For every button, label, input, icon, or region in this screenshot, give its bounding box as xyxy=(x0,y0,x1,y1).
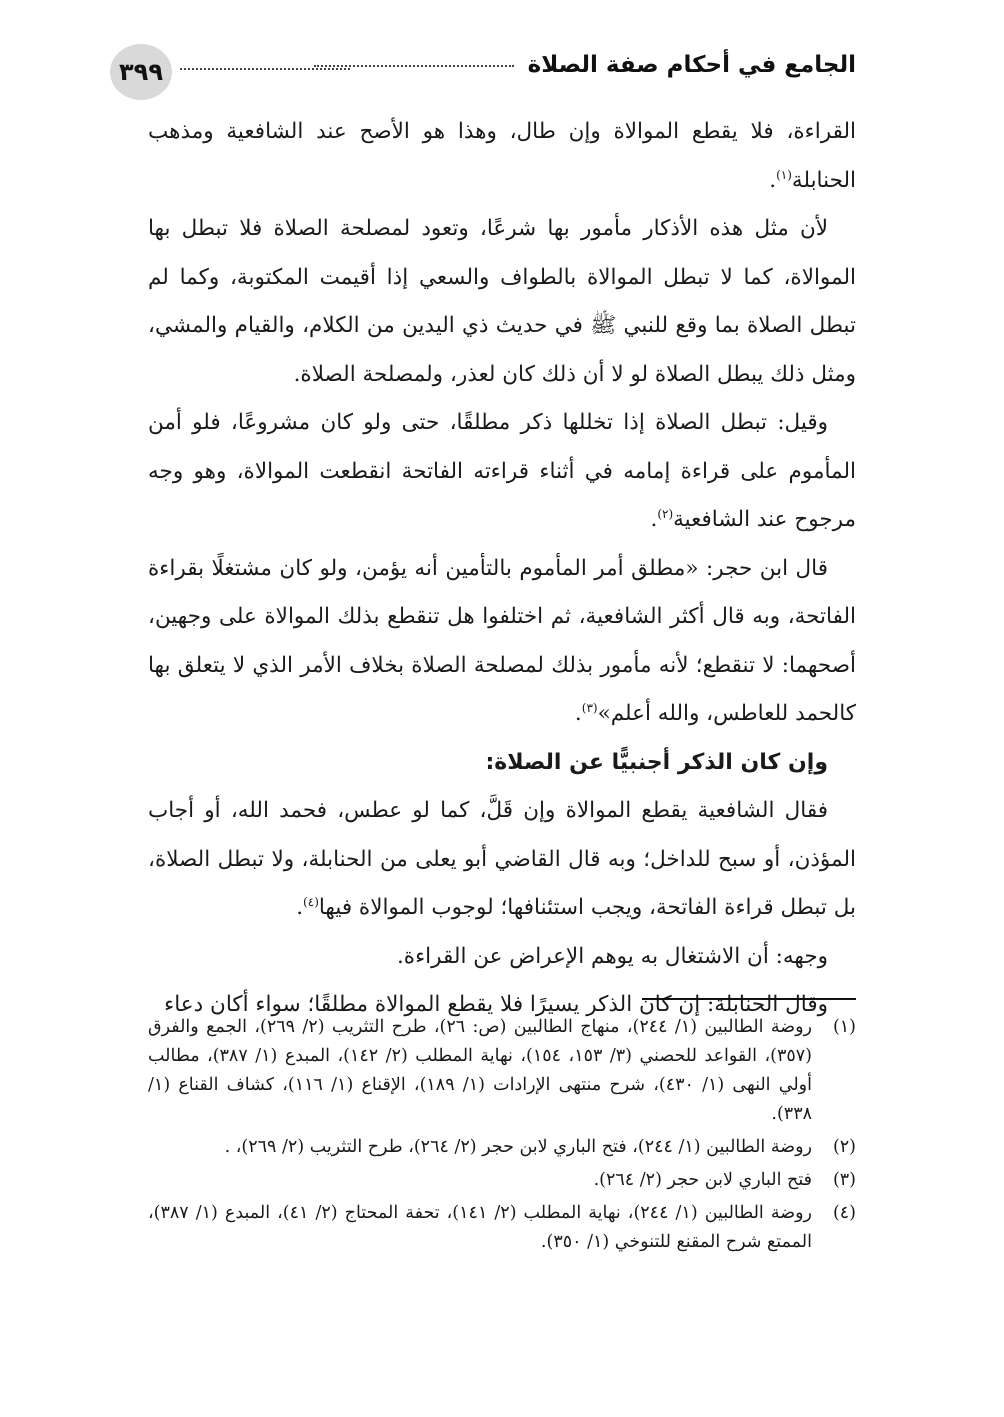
footnote-text: روضة الطالبين (١/ ٢٤٤)، منهاج الطالبين (ص: ٢٦)، طرح التثريب (٢/ ٢٦٩)، الجمع والفرق (٣٥٧)، القواعد للحصني (٣/ ١٥٣، ١٥٤)، نهاية المطلب (٢/ ١٤٢)، المبدع (١/ ٣٨٧)، مطالب أولي النهى (١/ ٤٣٠)، شرح منتهى الإرادات (١/ ١٨٩)، الإقناع (١/ ١١٦)، كشاف القناع (١/ ٣٣٨). xyxy=(148,1017,812,1124)
footnote-number: (٢) xyxy=(832,1137,856,1157)
paragraph: وجهه: أن الاشتغال به يوهم الإعراض عن القراءة. xyxy=(396,943,828,969)
footnote xyxy=(148,1013,856,1129)
header-dotted-rule-right xyxy=(314,65,514,67)
footnote xyxy=(148,1166,856,1195)
paragraph: وقيل: تبطل الصلاة إذا تخللها ذكر مطلقًا، حتى ولو كان مشروعًا، فلو أمن المأموم على قراءة إمامه في أثناء قراءته الفاتحة انقطعت الموالاة، وهو وجه مرجوح عند الشافعية$^{(٢)}$. xyxy=(148,410,856,532)
paragraph: القراءة، فلا يقطع الموالاة وإن طال، وهذا هو الأصح عند الشافعية ومذهب الحنابلة$^{(١)}$. xyxy=(148,119,856,193)
paragraph: لأن مثل هذه الأذكار مأمور بها شرعًا، وتعود لمصلحة الصلاة فلا تبطل بها الموالاة، كما لا تبطل الموالاة بالطواف والسعي إذا أقيمت المكتوبة، وكما لم تبطل الصلاة بما وقع للنبي ﷺ في حديث ذي اليدين من الكلام، والقيام والمشي، ومثل ذلك يبطل الصلاة لو لا أن ذلك كان لعذر، ولمصلحة الصلاة. xyxy=(148,216,856,387)
footnote-separator xyxy=(642,998,856,1000)
header-title: الجامع في أحكام صفة الصلاة xyxy=(314,52,856,78)
footnote-number: (٣) xyxy=(832,1170,856,1190)
running-header xyxy=(110,40,856,100)
footnote xyxy=(148,1133,856,1162)
footnote-text: روضة الطالبين (١/ ٢٤٤)، فتح الباري لابن حجر (٢/ ٢٦٤)، طرح التثريب (٢/ ٢٦٩)، . xyxy=(224,1137,812,1157)
footnote-text: فتح الباري لابن حجر (٢/ ٢٦٤). xyxy=(593,1170,812,1190)
footnotes xyxy=(148,1013,856,1261)
paragraph: فقال الشافعية يقطع الموالاة وإن قَلَّ، كما لو عطس، فحمد الله، أو أجاب المؤذن، أو سبح للداخل؛ وبه قال القاضي أبو يعلى من الحنابلة، ولا تبطل الصلاة، بل تبطل قراءة الفاتحة، ويجب استئنافها؛ لوجوب الموالاة فيها$^{(٤)}$. xyxy=(148,798,856,920)
footnote-text: روضة الطالبين (١/ ٢٤٤)، نهاية المطلب (٢/ ١٤١)، تحفة المحتاج (٢/ ٤١)، المبدع (١/ ٣٨٧)، الممتع شرح المقنع للتنوخي (١/ ٣٥٠). xyxy=(148,1203,812,1252)
section-heading: وإن كان الذكر أجنبيًّا عن الصلاة: xyxy=(485,749,828,775)
paragraph: وقال الحنابلة: إن كان الذكر يسيرًا فلا يقطع الموالاة مطلقًا؛ سواء أكان دعاء xyxy=(164,992,828,1017)
footnote-number: (٤) xyxy=(832,1203,856,1223)
footnote-ref[interactable]: (١) xyxy=(776,167,792,182)
page-number: ٣٩٩ xyxy=(110,44,172,100)
footnote-ref[interactable]: (٤) xyxy=(303,894,319,909)
footnote-ref[interactable]: (٢) xyxy=(657,506,674,521)
footnote xyxy=(148,1199,856,1257)
footnote-number: (١) xyxy=(832,1017,856,1037)
footnote-ref[interactable]: (٣) xyxy=(581,700,598,715)
main-text xyxy=(148,108,856,1030)
paragraph: قال ابن حجر: «مطلق أمر المأموم بالتأمين أنه يؤمن، ولو كان مشتغلًا بقراءة الفاتحة، وبه قال أكثر الشافعية، ثم اختلفوا هل تنقطع بذلك الموالاة على وجهين، أصحهما: لا تنقطع؛ لأنه مأمور بذلك لمصلحة الصلاة بخلاف الأمر الذي لا يتعلق بها كالحمد للعاطس، والله أعلم»$^{(٣)}$. xyxy=(148,555,856,726)
